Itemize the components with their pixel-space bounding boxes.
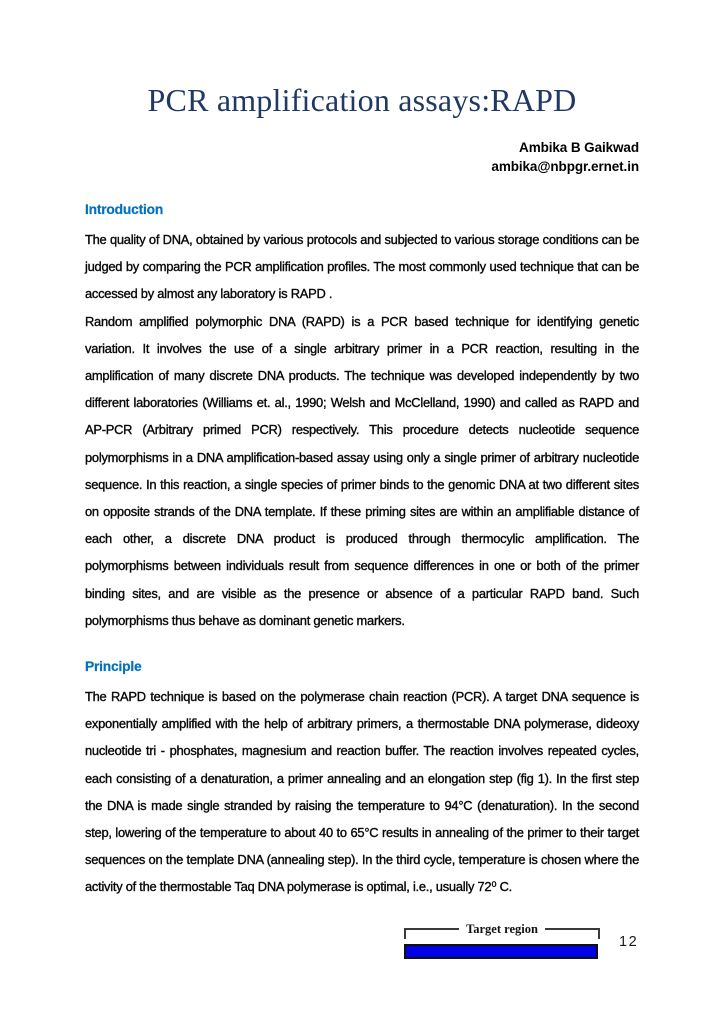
bracket-right-segment — [545, 928, 600, 939]
author-name: Ambika B Gaikwad — [519, 140, 639, 155]
page-number: 12 — [619, 934, 639, 950]
introduction-paragraph-2: Random amplified polymorphic DNA (RAPD) is a PCR based technique for identifying genetic variation. It involves the use of a single arbitrary primer in a PCR reaction, resulting in the amplification of many discrete DNA products. The technique was developed independently by two different laboratories (Williams et. al., 1990; Welsh and McClelland, 1990) and called as RAPD and AP-PCR (Arbitrary primed PCR) respectively. This procedure detects nucleotide sequence polymorphisms in a DNA amplification-based assay using only a single primer of arbitrary nucleotide sequence. In this reaction, a single species of primer binds to the genomic DNA at two different sites on opposite strands of the DNA template. If these priming sites are within an amplifiable distance of each other, a discrete DNA product is produced through thermocylic amplification. The polymorphisms between individuals result from sequence differences in one or both of the primer binding sites, and are visible as the presence or absence of a particular RAPD band. Such polymorphisms thus behave as dominant genetic markers. — [85, 313, 639, 628]
author-email: ambika@nbpgr.ernet.in — [491, 159, 639, 174]
author-block — [85, 138, 639, 176]
target-region-label: Target region — [466, 922, 538, 936]
target-region-figure — [404, 921, 600, 959]
target-region-bar — [404, 944, 598, 959]
introduction-paragraph-1: The quality of DNA, obtained by various protocols and subjected to various storage conditions can be judged by comparing the PCR amplification profiles. The most commonly used technique that can be accessed by almost any laboratory is RAPD . — [85, 232, 639, 302]
section-heading-introduction: Introduction — [85, 202, 164, 217]
target-region-bracket — [404, 921, 600, 939]
section-heading-principle: Principle — [85, 659, 142, 675]
bracket-left-segment — [404, 928, 459, 939]
principle-paragraph-1: The RAPD technique is based on the polymerase chain reaction (PCR). A target DNA sequence is exponentially amplified with the help of arbitrary primers, a thermostable DNA polymerase, dideoxy nucleotide tri - phosphates, magnesium and reaction buffer. The reaction involves repeated cycles, each consisting of a denaturation, a primer annealing and an elongation step (fig 1). In the first step the DNA is made single stranded by raising the temperature to 94°C (denaturation). In the second step, lowering of the temperature to about 40 to 65°C results in annealing of the primer to their target sequences on the template DNA (annealing step). In the third cycle, temperature is chosen where the activity of the thermostable Taq DNA polymerase is optimal, i.e., usually 72⁰ C. — [85, 689, 639, 895]
page-title: PCR amplification assays:RAPD — [147, 82, 577, 118]
